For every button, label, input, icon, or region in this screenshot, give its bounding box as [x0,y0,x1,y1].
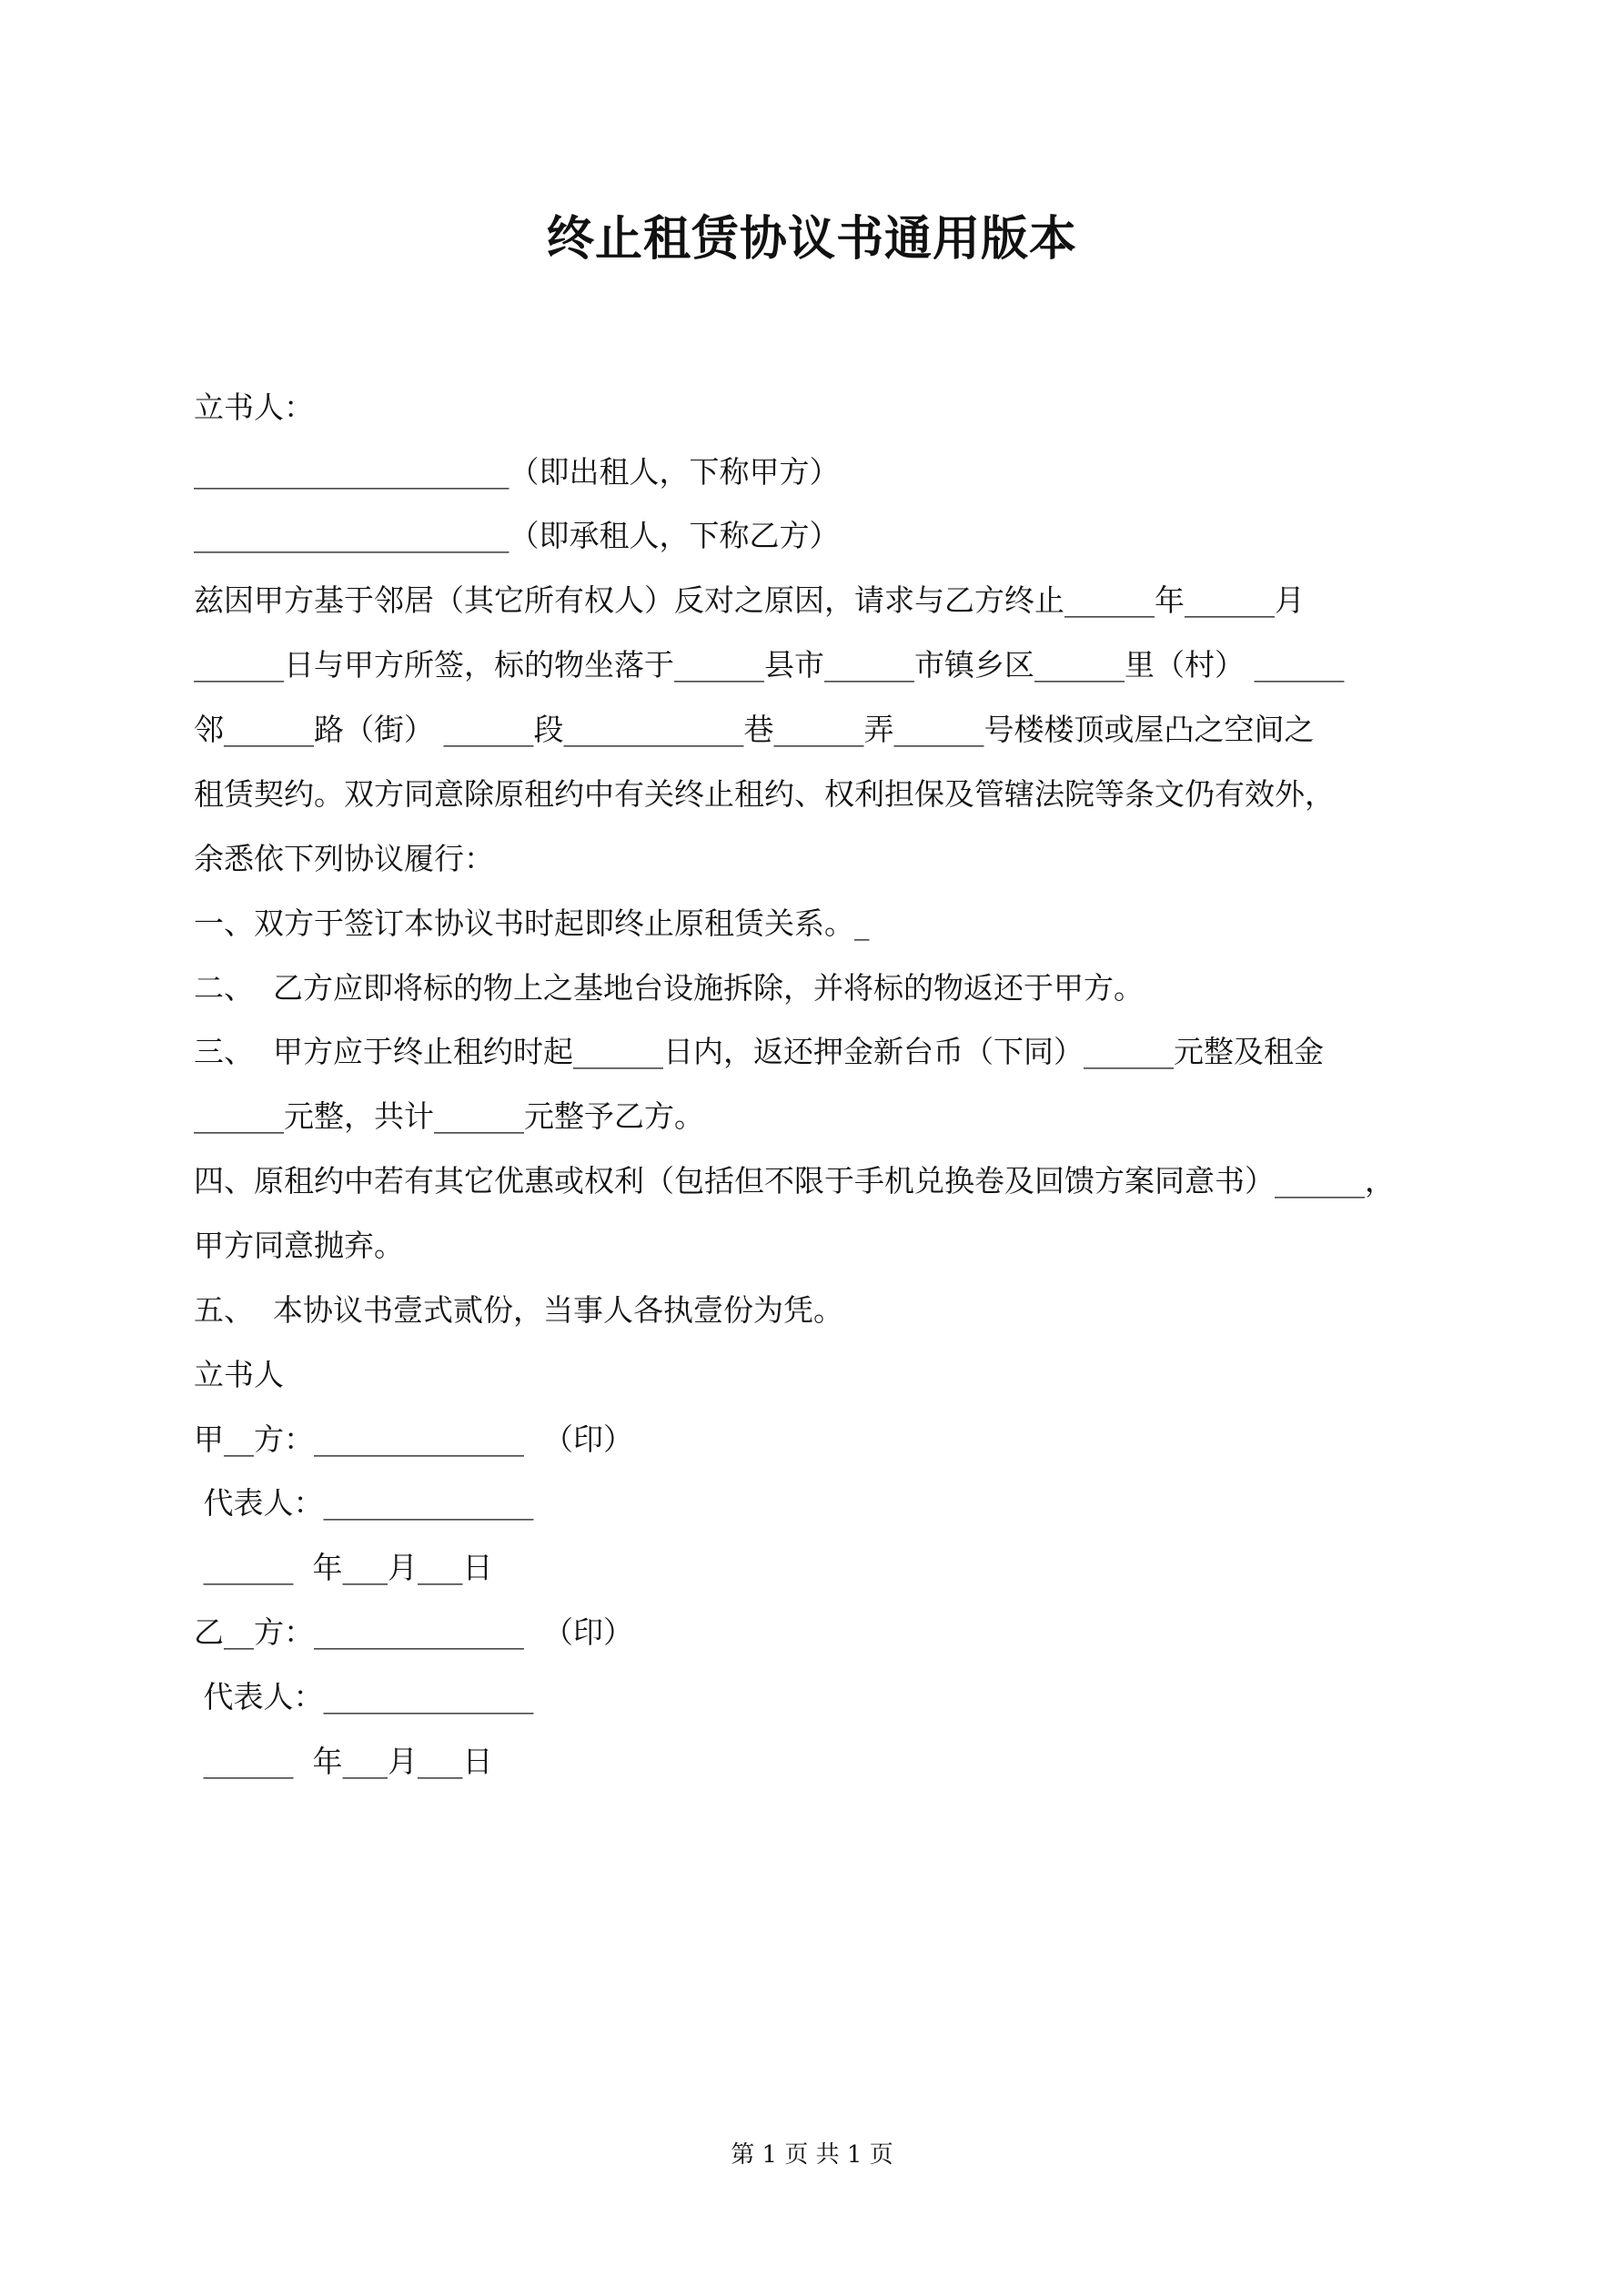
clause-1: 一、双方于签订本协议书时起即终止原租赁关系。_ [194,905,870,941]
party-b-date: ______ 年___月___日 [194,1744,493,1779]
document-title: 终止租赁协议书通用版本 [546,211,1077,267]
preamble-line-4: 租赁契约。双方同意除原租约中有关终止租约、权利担保及管辖法院等条文仍有效外， [194,776,1335,812]
signatory-label: 立书人 [194,1357,284,1392]
party-a-line: _____________________（即出租人，下称甲方） [194,454,840,490]
signatory-heading: 立书人： [194,389,314,425]
party-b-representative: 代表人：______________ [194,1679,534,1714]
party-a-signature: 甲__方：______________ （印） [194,1421,633,1457]
clause-5: 五、 本协议书壹式贰份，当事人各执壹份为凭。 [194,1292,843,1328]
clause-3-line-2: ______元整，共计______元整予乙方。 [194,1098,704,1134]
page-number-footer: 第 1 页 共 1 页 [731,2141,893,2169]
clause-2: 二、 乙方应即将标的物上之基地台设施拆除，并将标的物返还于甲方。 [194,970,1144,1006]
party-b-line: _____________________（即承租人，下称乙方） [194,518,840,553]
preamble-line-3: 邻______路（街） ______段____________巷______弄______号楼楼顶或屋凸之空间之 [194,712,1315,747]
party-a-representative: 代表人：______________ [194,1485,534,1521]
clause-4-line-2: 甲方同意抛弃。 [194,1228,404,1263]
preamble-line-5: 余悉依下列协议履行： [194,841,494,876]
clause-3-line-1: 三、 甲方应于终止租约时起______日内，返还押金新台币（下同）______元整及租金 [194,1034,1324,1069]
party-a-date: ______ 年___月___日 [194,1550,493,1585]
party-b-signature: 乙__方：______________ （印） [194,1614,633,1650]
preamble-line-1: 兹因甲方基于邻居（其它所有权人）反对之原因，请求与乙方终止______年______月 [194,582,1305,618]
clause-4-line-1: 四、原租约中若有其它优惠或权利（包括但不限于手机兑换卷及回馈方案同意书）______， [194,1163,1395,1199]
preamble-line-2: ______日与甲方所签，标的物坐落于______县市______市镇乡区______里（村） ______ [194,647,1345,683]
